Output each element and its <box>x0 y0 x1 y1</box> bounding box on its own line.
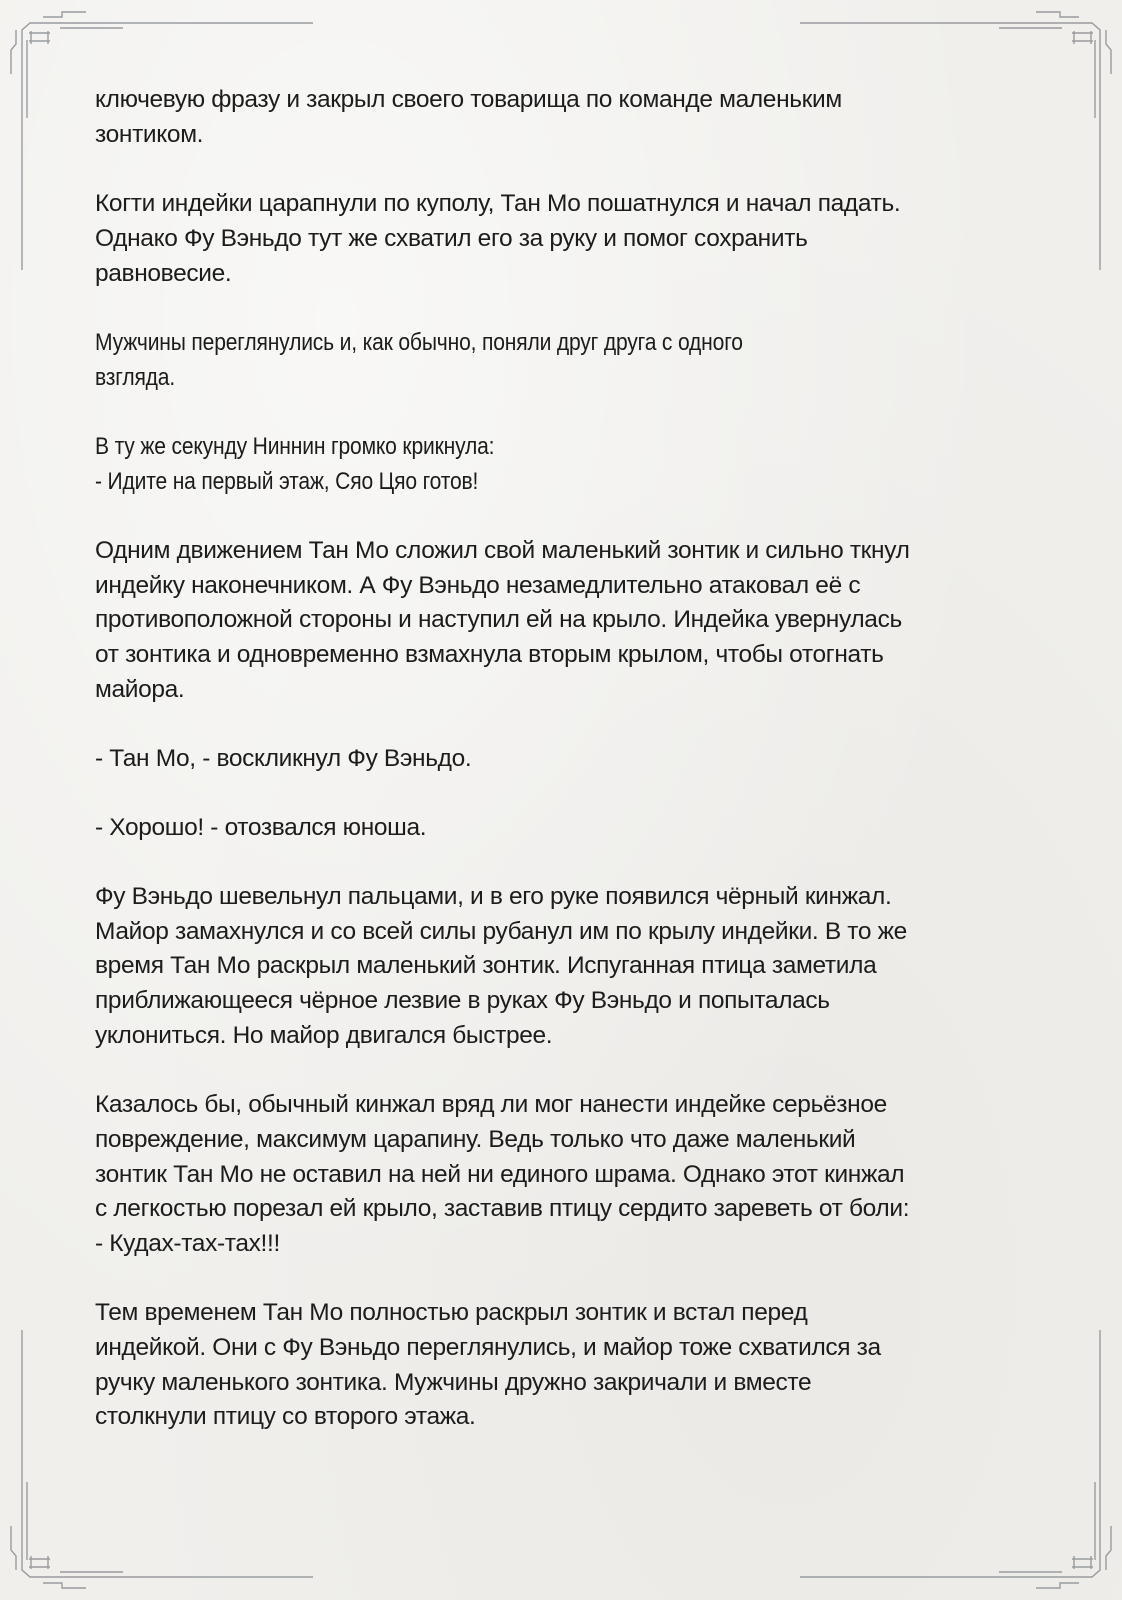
text-line: индейку наконечником. А Фу Вэньдо незамедлительно атаковал её с <box>95 572 861 599</box>
text-line: с легкостью порезал ей крыло, заставив птицу сердито зареветь от боли: <box>95 1195 910 1222</box>
text-line: майора. <box>95 676 185 703</box>
text-line: от зонтика и одновременно взмахнула вторым крылом, чтобы отогнать <box>95 641 884 668</box>
text-line: - Идите на первый этаж, Сяо Цяо готов! <box>95 468 479 495</box>
text-line: Фу Вэньдо шевельнул пальцами, и в его руке появился чёрный кинжал. <box>95 883 892 910</box>
text-line: Одним движением Тан Мо сложил свой маленький зонтик и сильно ткнул <box>95 537 910 564</box>
text-line: индейкой. Они с Фу Вэньдо переглянулись, и майор тоже схватился за <box>95 1334 881 1361</box>
text-line: Майор замахнулся и со всей силы рубанул им по крылу индейки. В то же <box>95 918 907 945</box>
text-line: Казалось бы, обычный кинжал вряд ли мог нанести индейке серьёзное <box>95 1091 887 1118</box>
text-line: Однако Фу Вэньдо тут же схватил его за руку и помог сохранить <box>95 225 808 252</box>
text-line: ручку маленького зонтика. Мужчины дружно закричали и вместе <box>95 1369 812 1396</box>
text-line: ключевую фразу и закрыл своего товарища по команде маленьким <box>95 86 842 113</box>
text-line: уклониться. Но майор двигался быстрее. <box>95 1022 553 1049</box>
text-line: столкнули птицу со второго этажа. <box>95 1403 476 1430</box>
text-line: противоположной стороны и наступил ей на крыло. Индейка увернулась <box>95 606 902 633</box>
text-line: приближающееся чёрное лезвие в руках Фу Вэньдо и попыталась <box>95 987 830 1014</box>
text-line: зонтиком. <box>95 121 204 148</box>
text-line: равновесие. <box>95 260 232 287</box>
text-line: - Тан Мо, - воскликнул Фу Вэньдо. <box>95 745 472 772</box>
text-line: зонтик Тан Мо не оставил на ней ни единого шрама. Однако этот кинжал <box>95 1161 905 1188</box>
text-line: Когти индейки царапнули по куполу, Тан Мо пошатнулся и начал падать. <box>95 190 901 217</box>
text-line: повреждение, максимум царапину. Ведь только что даже маленький <box>95 1126 856 1153</box>
text-line: - Кудах-тах-тах!!! <box>95 1230 280 1257</box>
text-line: время Тан Мо раскрыл маленький зонтик. Испуганная птица заметила <box>95 952 877 979</box>
text-line: взгляда. <box>95 364 176 391</box>
text-line: В ту же секунду Ниннин громко крикнула: <box>95 433 495 460</box>
text-line: Мужчины переглянулись и, как обычно, поняли друг друга с одного <box>95 329 743 356</box>
text-line: Тем временем Тан Мо полностью раскрыл зонтик и встал перед <box>95 1299 808 1326</box>
text-line: - Хорошо! - отозвался юноша. <box>95 814 427 841</box>
